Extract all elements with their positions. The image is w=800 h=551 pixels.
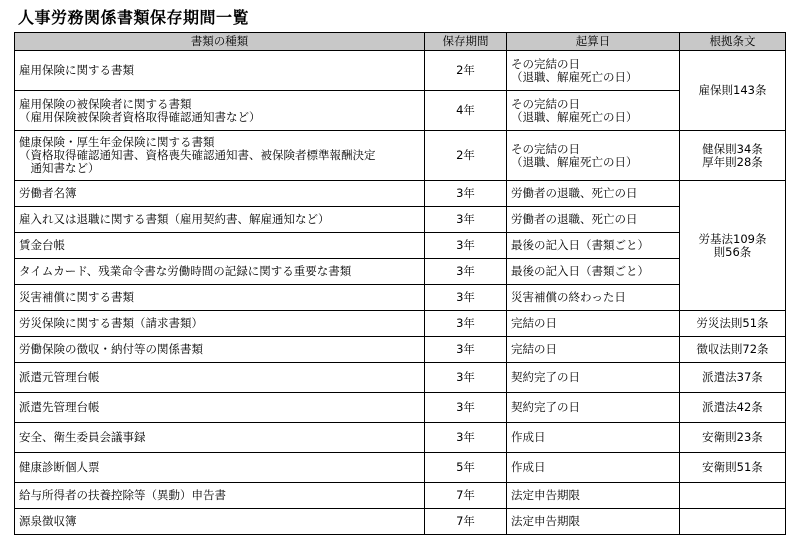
legal-basis-cell-line: 徴収法則72条	[696, 342, 769, 356]
start-date-cell-line: 法定申告期限	[511, 488, 580, 502]
legal-basis-cell-line: 安衛則23条	[702, 430, 763, 444]
start-date-cell	[507, 285, 680, 311]
retention-period-cell: 3年	[425, 311, 507, 337]
start-date-cell-line: 完結の日	[511, 342, 557, 356]
legal-basis-cell-line: 派遣法37条	[702, 370, 763, 384]
start-date-cell	[507, 393, 680, 423]
document-type-cell-line: 雇用保険の被保険者に関する書類	[19, 96, 192, 111]
retention-period-cell: 3年	[425, 207, 507, 233]
table-row	[15, 509, 786, 535]
retention-period-cell: 3年	[425, 393, 507, 423]
header-start-date: 起算日	[507, 33, 680, 51]
retention-period-cell: 2年	[425, 51, 507, 91]
document-type-cell	[15, 311, 425, 337]
document-type-cell-line: 労働保険の徴収・納付等の関係書類	[19, 342, 203, 356]
start-date-cell-line: 契約完了の日	[511, 400, 580, 414]
start-date-cell-line: （退職、解雇死亡の日）	[511, 69, 638, 84]
document-type-cell	[15, 259, 425, 285]
table-row	[15, 131, 786, 181]
table-header-row	[15, 33, 786, 51]
document-type-cell-line: （雇用保険被保険者資格取得確認通知書など）	[19, 109, 261, 124]
document-type-cell	[15, 393, 425, 423]
table-row	[15, 311, 786, 337]
retention-table	[14, 32, 786, 535]
start-date-cell-line: 完結の日	[511, 316, 557, 330]
document-type-cell	[15, 233, 425, 259]
table-row	[15, 337, 786, 363]
start-date-cell	[507, 509, 680, 535]
start-date-cell-line: 労働者の退職、死亡の日	[511, 186, 638, 200]
document-type-cell	[15, 91, 425, 131]
start-date-cell-line: （退職、解雇死亡の日）	[511, 154, 638, 169]
document-type-cell	[15, 181, 425, 207]
document-type-cell-line: 健康保険・厚生年金保険に関する書類	[19, 135, 215, 149]
document-type-cell-line: 労災保険に関する書類（請求書類）	[19, 316, 203, 330]
start-date-cell-line: 労働者の退職、死亡の日	[511, 212, 638, 226]
table-row	[15, 363, 786, 393]
document-type-cell-line: 派遣元管理台帳	[19, 370, 100, 384]
table-row	[15, 233, 786, 259]
start-date-cell	[507, 91, 680, 131]
legal-basis-cell	[680, 363, 786, 393]
start-date-cell	[507, 483, 680, 509]
table-row	[15, 453, 786, 483]
document-type-cell	[15, 51, 425, 91]
start-date-cell-line: 契約完了の日	[511, 370, 580, 384]
legal-basis-cell-line: 安衛則51条	[702, 460, 763, 474]
document-type-cell-line: 健康診断個人票	[19, 460, 100, 474]
table-row	[15, 259, 786, 285]
retention-period-cell: 3年	[425, 259, 507, 285]
retention-period-cell: 3年	[425, 181, 507, 207]
start-date-cell-line: 作成日	[511, 430, 546, 444]
document-type-cell	[15, 483, 425, 509]
retention-period-cell: 3年	[425, 337, 507, 363]
start-date-cell	[507, 233, 680, 259]
document-type-cell-line: 雇用保険に関する書類	[19, 63, 134, 77]
retention-period-cell: 3年	[425, 285, 507, 311]
legal-basis-cell	[680, 337, 786, 363]
start-date-cell	[507, 207, 680, 233]
document-type-cell-line: 災害補償に関する書類	[19, 290, 134, 304]
header-document-type: 書類の種類	[15, 33, 425, 51]
header-retention-period: 保存期間	[425, 33, 507, 51]
start-date-cell-line: その完結の日	[511, 56, 580, 71]
retention-period-cell: 2年	[425, 131, 507, 181]
document-type-cell-line: 源泉徴収簿	[19, 514, 77, 528]
start-date-cell-line: 最後の記入日（書類ごと）	[511, 238, 649, 252]
legal-basis-cell	[680, 509, 786, 535]
legal-basis-cell	[680, 311, 786, 337]
document-type-cell-line: 給与所得者の扶養控除等（異動）申告書	[19, 488, 226, 502]
retention-period-cell: 7年	[425, 509, 507, 535]
start-date-cell-line: 作成日	[511, 460, 546, 474]
table-row	[15, 181, 786, 207]
retention-period-cell: 7年	[425, 483, 507, 509]
retention-period-cell: 4年	[425, 91, 507, 131]
legal-basis-cell-line: 健保則34条	[702, 141, 763, 156]
start-date-cell	[507, 423, 680, 453]
document-type-cell-line: タイムカード、残業命令書な労働時間の記録に関する重要な書類	[19, 264, 352, 278]
legal-basis-cell-line: 厚年則28条	[702, 154, 763, 169]
legal-basis-cell-line: 派遣法42条	[702, 400, 763, 414]
start-date-cell	[507, 259, 680, 285]
legal-basis-cell-line: 労災法則51条	[696, 316, 769, 330]
document-type-cell-line: 雇入れ又は退職に関する書類（雇用契約書、解雇通知など）	[19, 212, 330, 226]
table-row	[15, 91, 786, 131]
start-date-cell	[507, 131, 680, 181]
legal-basis-cell	[680, 51, 786, 131]
start-date-cell-line: 法定申告期限	[511, 514, 580, 528]
document-type-cell	[15, 207, 425, 233]
legal-basis-cell-line: 労基法109条	[698, 231, 767, 246]
document-type-cell-line: 賃金台帳	[19, 238, 65, 252]
document-type-cell	[15, 423, 425, 453]
start-date-cell-line: 災害補償の終わった日	[511, 290, 626, 304]
legal-basis-cell	[680, 131, 786, 181]
retention-period-cell: 5年	[425, 453, 507, 483]
table-row	[15, 51, 786, 91]
document-type-cell	[15, 363, 425, 393]
document-type-cell-line: 派遣先管理台帳	[19, 400, 100, 414]
document-type-cell	[15, 285, 425, 311]
retention-period-cell: 3年	[425, 233, 507, 259]
legal-basis-cell-line: 雇保則143条	[698, 83, 767, 97]
table-row	[15, 207, 786, 233]
document-type-cell	[15, 509, 425, 535]
table-row	[15, 483, 786, 509]
start-date-cell	[507, 337, 680, 363]
legal-basis-cell	[680, 483, 786, 509]
document-type-cell-line: （資格取得確認通知書、資格喪失確認通知書、被保険者標準報酬決定	[19, 148, 376, 162]
legal-basis-cell	[680, 181, 786, 311]
legal-basis-cell	[680, 423, 786, 453]
legal-basis-cell-line: 則56条	[713, 244, 752, 259]
document-type-cell	[15, 453, 425, 483]
legal-basis-cell	[680, 453, 786, 483]
start-date-cell-line: （退職、解雇死亡の日）	[511, 109, 638, 124]
page-title: 人事労務関係書類保存期間一覧	[18, 8, 250, 27]
legal-basis-cell	[680, 393, 786, 423]
document-type-cell-line: 安全、衛生委員会議事録	[19, 430, 146, 444]
table-row	[15, 285, 786, 311]
document-type-cell-line: 労働者名簿	[19, 186, 77, 200]
retention-period-cell: 3年	[425, 423, 507, 453]
start-date-cell	[507, 453, 680, 483]
start-date-cell	[507, 51, 680, 91]
start-date-cell	[507, 363, 680, 393]
table-row	[15, 423, 786, 453]
start-date-cell	[507, 181, 680, 207]
start-date-cell	[507, 311, 680, 337]
retention-period-cell: 3年	[425, 363, 507, 393]
document-type-cell-line: 通知書など）	[19, 161, 100, 175]
start-date-cell-line: 最後の記入日（書類ごと）	[511, 264, 649, 278]
table-row	[15, 393, 786, 423]
header-legal-basis: 根拠条文	[680, 33, 786, 51]
document-type-cell	[15, 337, 425, 363]
start-date-cell-line: その完結の日	[511, 96, 580, 111]
start-date-cell-line: その完結の日	[511, 141, 580, 156]
document-type-cell	[15, 131, 425, 181]
